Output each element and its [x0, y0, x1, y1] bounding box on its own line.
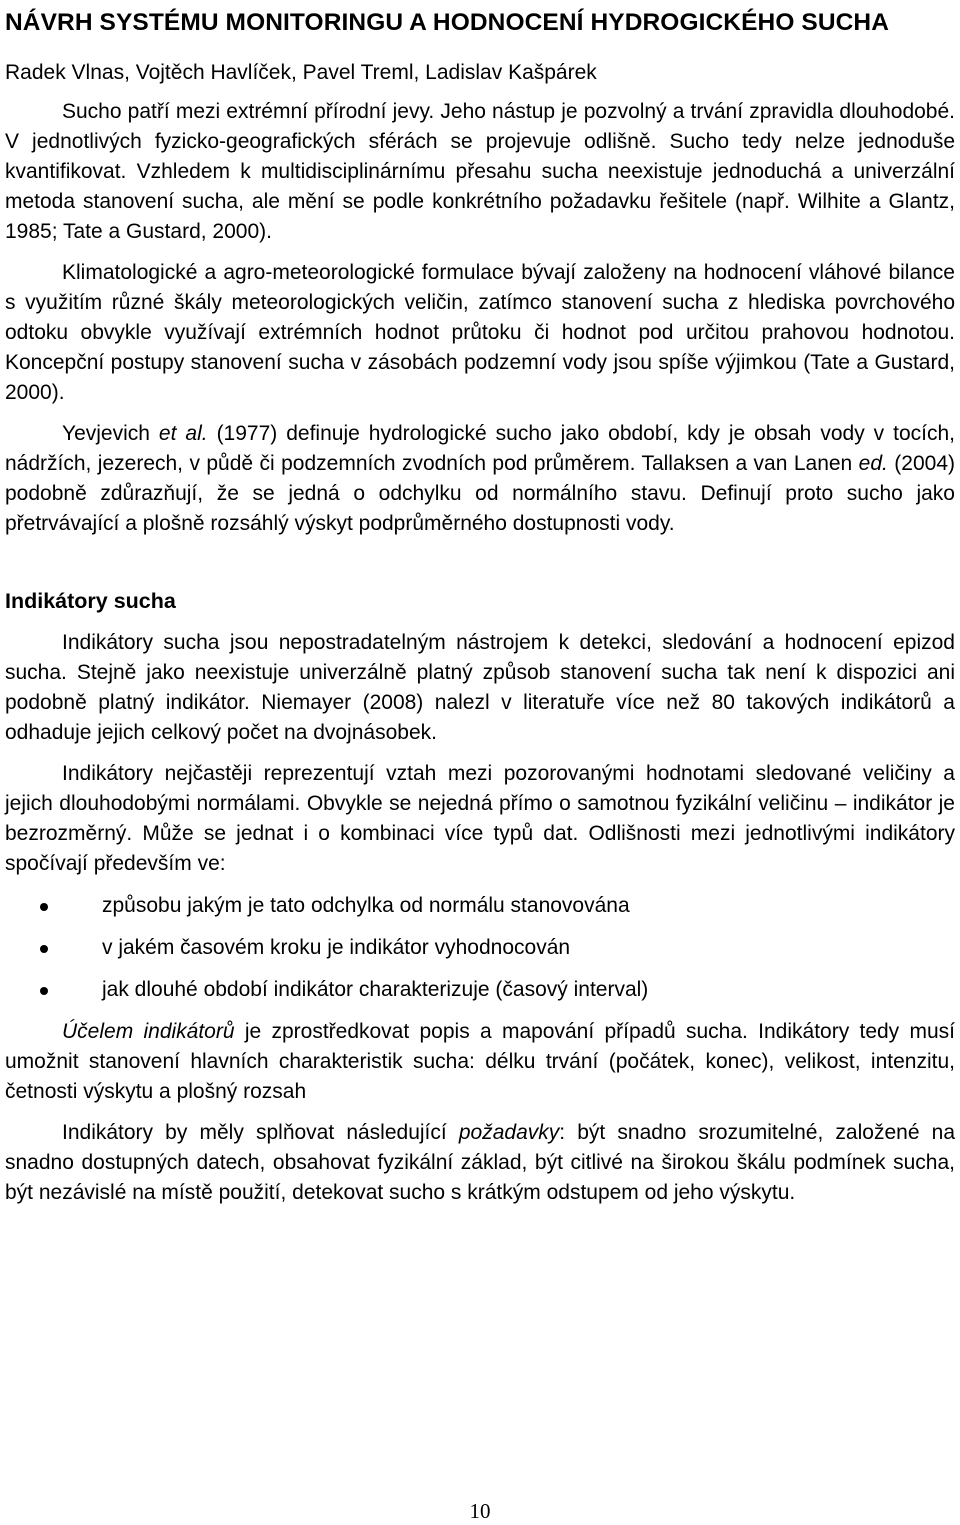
- list-item-text: způsobu jakým je tato odchylka od normálu stanovována: [102, 894, 630, 917]
- section-paragraph-4: [5, 1118, 955, 1208]
- section-p3-text: je zprostředkovat popis a mapování případů sucha. Indikátory tedy musí umožnit stanovení hlavních charakteristik sucha: délku trvání (počátek, konec), velikost, intenzitu, četnosti výskytu a plošný rozsah: [5, 1020, 955, 1103]
- page-number: 10: [469, 1499, 491, 1523]
- intro-paragraph-3: [5, 419, 955, 539]
- section-p4-italic: požadavky: [458, 1121, 560, 1144]
- bullet-icon: [40, 987, 48, 995]
- list-item-text: jak dlouhé období indikátor charakterizuje (časový interval): [102, 978, 649, 1001]
- author-list: Radek Vlnas, Vojtěch Havlíček, Pavel Treml, Ladislav Kašpárek: [5, 61, 597, 84]
- list-item: [5, 975, 955, 1005]
- bullet-icon: [40, 945, 48, 953]
- section-paragraph-3: [5, 1017, 955, 1107]
- bullet-list: [5, 891, 955, 1005]
- list-item-text: v jakém časovém kroku je indikátor vyhodnocován: [102, 936, 571, 959]
- section-p4-text-a: Indikátory by měly splňovat následující: [62, 1121, 459, 1144]
- list-item: [5, 933, 955, 963]
- intro-paragraph-2: Klimatologické a agro-meteorologické formulace bývají založeny na hodnocení vláhové bilance s využitím různé škály meteorologických veličin, zatímco stanovení sucha z hlediska povrchového odtoku obvykle využívají extrémních hodnot průtoku či hodnot pod určitou prahovou hodnotou. Koncepční postupy stanovení sucha v zásobách podzemní vody jsou spíše výjimkou (Tate a Gustard, 2000).: [5, 261, 955, 404]
- section-paragraph-2: Indikátory nejčastěji reprezentují vztah mezi pozorovanými hodnotami sledované veličiny a jejich dlouhodobými normálami. Obvykle se nejedná přímo o samotnou fyzikální veličinu – indikátor je bezrozměrný. Může se jednat i o kombinaci více typů dat. Odlišnosti mezi jednotlivými indikátory spočívají především ve:: [5, 762, 955, 875]
- section-paragraph-1: Indikátory sucha jsou nepostradatelným nástrojem k detekci, sledování a hodnocení epizod sucha. Stejně jako neexistuje univerzálně platný způsob stanovení sucha tak není k dispozici ani podobně platný indikátor. Niemayer (2008) nalezl v literatuře více než 80 takových indikátorů a odhaduje jejich celkový počet na dvojnásobek.: [5, 631, 955, 744]
- section-p3-italic: Účelem indikátorů: [62, 1020, 235, 1043]
- intro-p3-text-c: (2004) podobně zdůrazňují, že se jedná o odchylku od normálního stavu. Definují proto sucho jako přetrvávající a plošně rozsáhlý výskyt podprůměrného dostupnosti vody.: [5, 452, 955, 535]
- document-title: NÁVRH SYSTÉMU MONITORINGU A HODNOCENÍ HYDROGICKÉHO SUCHA: [5, 9, 890, 36]
- intro-p3-italic-1: et al.: [158, 422, 208, 445]
- section-p4-text-b: : být snadno srozumitelné, založené na snadno dostupných datech, obsahovat fyzikální základ, být citlivé na širokou škálu podmínek sucha, být nezávislé na místě použití, detekovat sucho s krátkým odstupem od jeho výskytu.: [5, 1121, 955, 1204]
- bullet-icon: [40, 903, 48, 911]
- intro-paragraph-1: Sucho patří mezi extrémní přírodní jevy. Jeho nástup je pozvolný a trvání zpravidla dlouhodobé. V jednotlivých fyzicko-geografických sférách se projevuje odlišně. Sucho tedy nelze jednoduše kvantifikovat. Vzhledem k multidisciplinárnímu přesahu sucha neexistuje jednoduchá a univerzální metoda stanovení sucha, ale mění se podle konkrétního požadavku řešitele (např. Wilhite a Glantz, 1985; Tate a Gustard, 2000).: [5, 100, 955, 243]
- list-item: [5, 891, 955, 921]
- intro-p3-text-a: Yevjevich: [62, 422, 159, 445]
- intro-p3-italic-2: ed.: [858, 452, 888, 475]
- section-heading: Indikátory sucha: [5, 589, 176, 613]
- intro-p3-text-b: (1977) definuje hydrologické sucho jako období, kdy je obsah vody v tocích, nádržích, jezerech, v půdě či podzemních zvodních pod průměrem. Tallaksen a van Lanen: [5, 422, 955, 475]
